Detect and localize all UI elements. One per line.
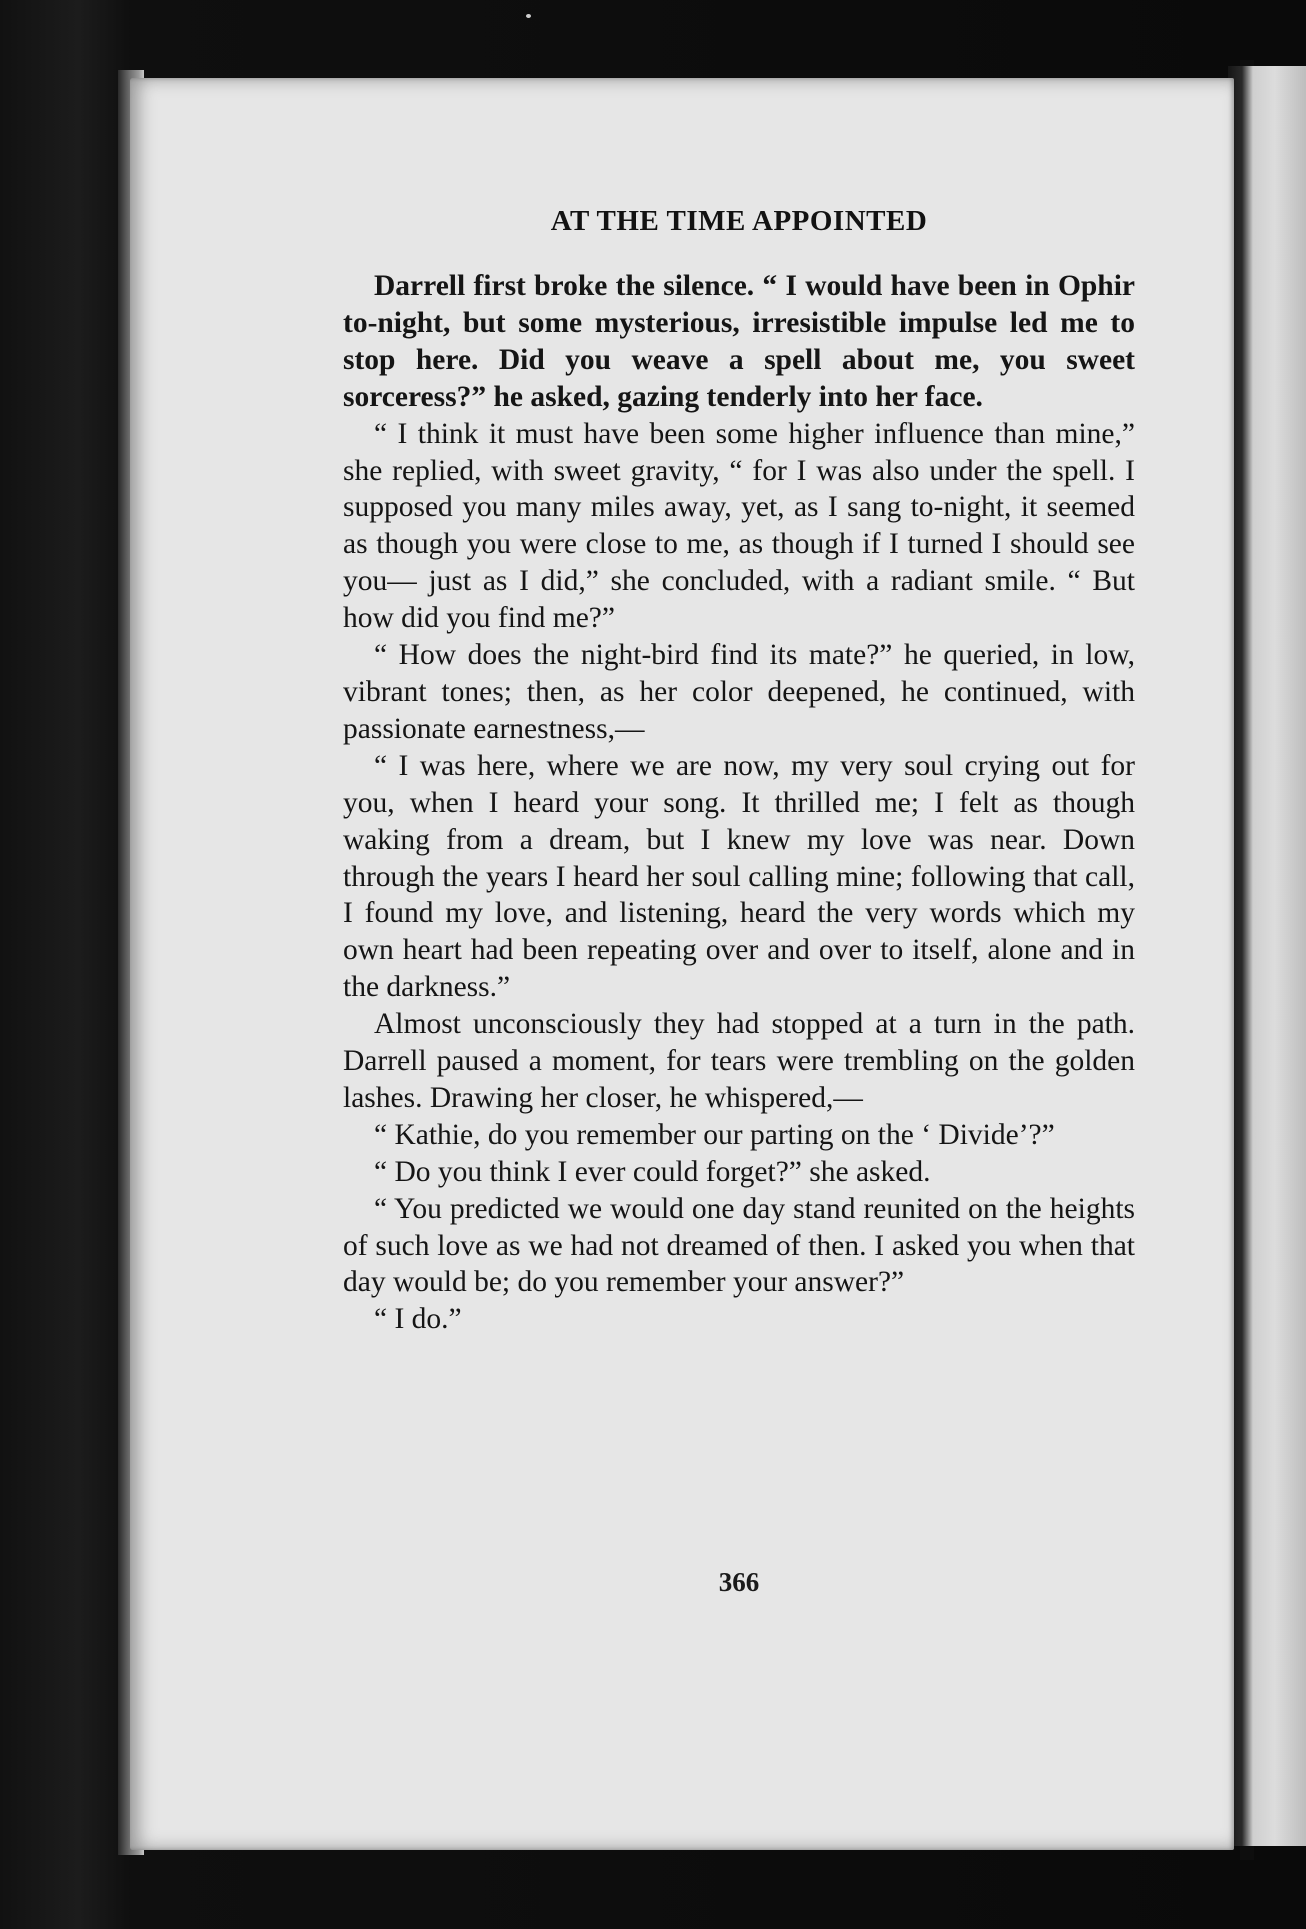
paragraph: “ I was here, where we are now, my very soul crying out for you, when I heard your song. It thrilled me; I felt as though waking from a dream, but I knew my love was near. Down through the years I heard her soul calling mine; following that call, I found my love, and listening, heard the very words which my own heart had been repeating over and over to itself, alone and in the darkness.” [343, 749, 1135, 1004]
paragraph: Almost unconsciously they had stopped at a turn in the path. Darrell paused a moment, for tears were trembling on the golden lashes. Drawing her closer, he whispered,— [343, 1008, 1135, 1114]
paragraph: “ You predicted we would one day stand reunited on the heights of such love as we had not dreamed of then. I asked you when that day would be; do you remember your answer?” [343, 1192, 1135, 1299]
body-text [343, 268, 1135, 1338]
paragraph: “ How does the night-bird find its mate?” he queried, in low, vibrant tones; then, as her color deepened, he continued, with passionate earnestness,— [343, 639, 1135, 745]
running-head: AT THE TIME APPOINTED [550, 205, 928, 237]
paragraph: Darrell first broke the silence. “ I would have been in Ophir to-night, but some mysterious, irresistible impulse led me to stop here. Did you weave a spell about me, you sweet sorceress?” he asked, gazing tenderly into her face. [343, 270, 1135, 413]
dust-speck [526, 14, 531, 18]
paragraph: “ Do you think I ever could forget?” she asked. [374, 1155, 931, 1188]
paragraph: “ Kathie, do you remember our parting on the ‘ Divide’?” [374, 1118, 1055, 1151]
paragraph: “ I think it must have been some higher influence than mine,” she replied, with sweet gravity, “ for I was also under the spell. I supposed you many miles away, yet, as I sang to-night, it seemed as though you were close to me, as though if I turned I should see you— just as I did,” she concluded, with a radiant smile. “ But how did you find me?” [343, 417, 1135, 635]
paragraph: “ I do.” [374, 1303, 462, 1336]
page-number: 366 [718, 1567, 760, 1597]
